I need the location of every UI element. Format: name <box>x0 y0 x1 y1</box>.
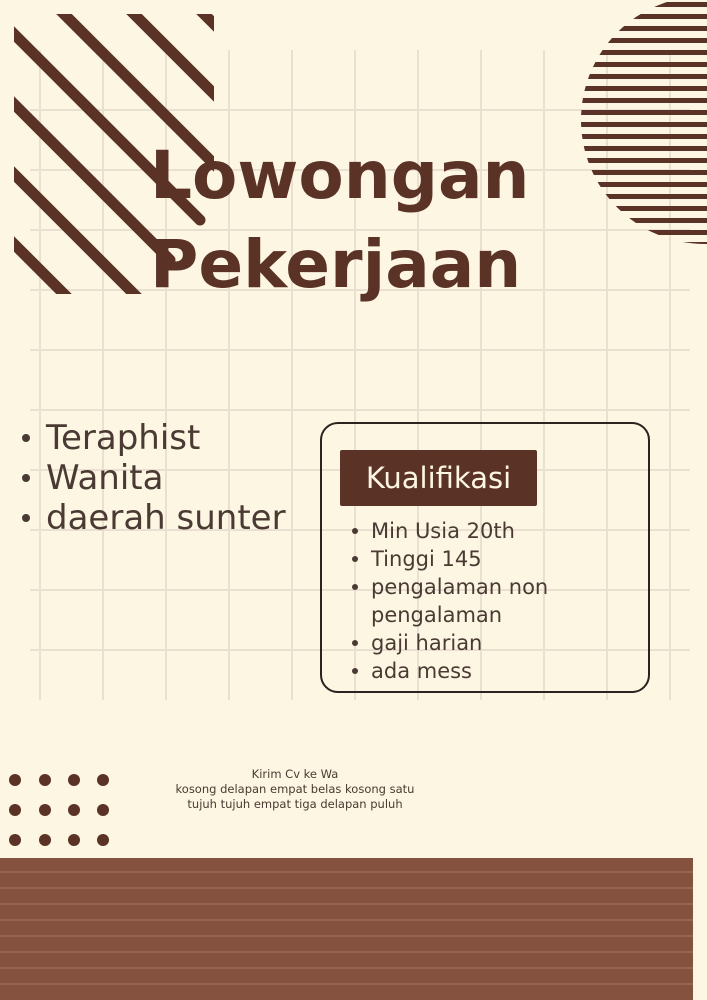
list-item: Teraphist <box>22 418 286 458</box>
contact-info <box>150 767 440 812</box>
bullet-dot-icon <box>352 556 358 562</box>
list-item: pengalaman non pengalaman <box>352 573 561 629</box>
list-item: gaji harian <box>352 629 561 657</box>
title-line-1: Lowongan <box>150 137 530 214</box>
bullet-dot-icon <box>352 640 358 646</box>
list-item: Min Usia 20th <box>352 517 561 545</box>
bullet-dot-icon <box>22 434 30 442</box>
list-item: Tinggi 145 <box>352 545 561 573</box>
contact-line: tujuh tujuh empat tiga delapan puluh <box>187 797 403 811</box>
footer-striped-block <box>0 858 693 1000</box>
qualifications-heading: Kualifikasi <box>340 450 537 506</box>
bullet-dot-icon <box>22 514 30 522</box>
bullet-dot-icon <box>22 474 30 482</box>
list-item: daerah sunter <box>22 498 286 538</box>
qualifications-list <box>352 517 561 685</box>
contact-line: kosong delapan empat belas kosong satu <box>175 782 415 796</box>
bullet-dot-icon <box>352 528 358 534</box>
striped-half-circle-decoration <box>580 0 707 250</box>
list-item: ada mess <box>352 657 561 685</box>
list-item: Wanita <box>22 458 286 498</box>
job-bullet-list <box>22 418 286 538</box>
dot-grid-decoration <box>0 768 120 858</box>
bullet-dot-icon <box>352 668 358 674</box>
contact-line: Kirim Cv ke Wa <box>251 767 339 781</box>
title-line-2: Pekerjaan <box>150 226 522 303</box>
bullet-dot-icon <box>352 584 358 590</box>
